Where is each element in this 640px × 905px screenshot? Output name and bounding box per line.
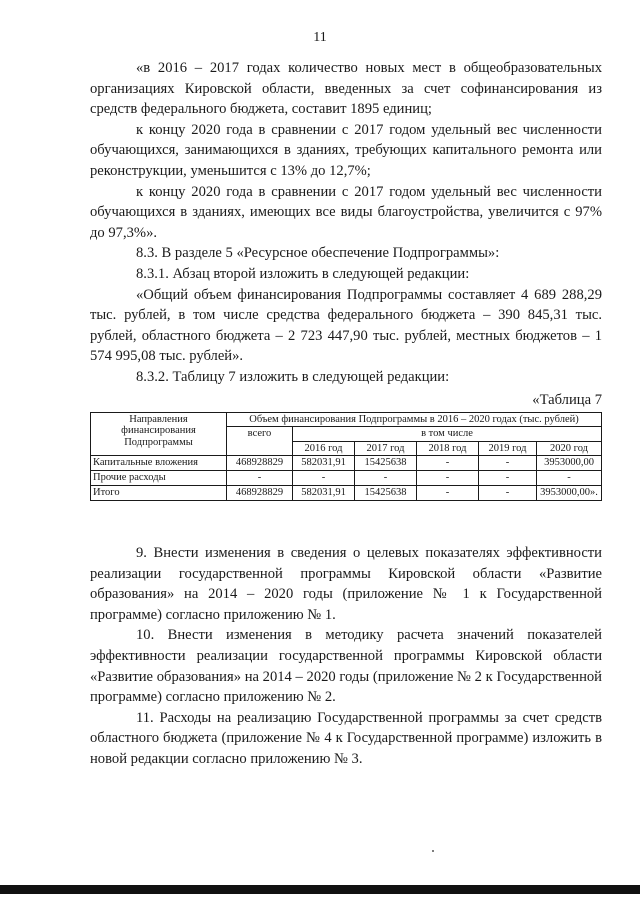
row-cell: 15425638 bbox=[355, 456, 417, 471]
row-cell: - bbox=[537, 471, 602, 486]
row-name: Прочие расходы bbox=[91, 471, 227, 486]
row-cell: 582031,91 bbox=[293, 486, 355, 501]
paragraph-total-financing: «Общий объем финансирования Подпрограммы составляет 4 689 288,29 тыс. рублей, в том числе средства федерального бюджета – 390 845,31 тыс. рублей, областного бюджета – 2 723 447,90 тыс. рублей, местных бюджетов – 1 574 995,08 тыс. рублей». bbox=[90, 286, 602, 365]
paragraph-item-10: 10. Внести изменения в методику расчета значений показателей эффективности реализации государственной программы Кировской области «Развитие образования» на 2014 – 2020 годы (приложение № 2 к Государственной программе) согласно приложению № 2. bbox=[90, 627, 602, 706]
paragraph-section-8-3-1: 8.3.1. Абзац второй изложить в следующей редакции: bbox=[136, 265, 470, 282]
financing-table bbox=[90, 412, 602, 502]
header-year-2016: 2016 год bbox=[293, 441, 355, 456]
row-total: 468928829 bbox=[227, 486, 293, 501]
table-row bbox=[91, 471, 602, 486]
row-total: 468928829 bbox=[227, 456, 293, 471]
paragraph-item-11: 11. Расходы на реализацию Государственной программы за счет средств областного бюджета (приложение № 4 к Государственной программе) изложить в новой редакции согласно приложению № 3. bbox=[90, 709, 602, 767]
document-body bbox=[90, 58, 602, 770]
paragraph-amenities: к концу 2020 года в сравнении с 2017 годом удельный вес численности обучающихся в зданиях, имеющих все виды благоустройства, увеличится с 97% до 97,3%». bbox=[90, 183, 602, 241]
row-name: Итого bbox=[91, 486, 227, 501]
header-year-2018: 2018 год bbox=[417, 441, 479, 456]
header-year-2017: 2017 год bbox=[355, 441, 417, 456]
table-row bbox=[91, 456, 602, 471]
paragraph-capital-repair: к концу 2020 года в сравнении с 2017 годом удельный вес численности обучающихся, занимающихся в зданиях, требующих капитального ремонта или реконструкции, уменьшится с 13% до 12,7%; bbox=[90, 121, 602, 179]
row-name: Капитальные вложения bbox=[91, 456, 227, 471]
header-including: в том числе bbox=[293, 427, 602, 442]
row-cell: - bbox=[479, 486, 537, 501]
table-caption: «Таблица 7 bbox=[532, 391, 602, 408]
row-cell: 3953000,00 bbox=[537, 456, 602, 471]
row-total: - bbox=[227, 471, 293, 486]
row-cell: - bbox=[417, 456, 479, 471]
table-row bbox=[91, 486, 602, 501]
row-cell: - bbox=[417, 486, 479, 501]
header-volume: Объем финансирования Подпрограммы в 2016 – 2020 годах (тыс. рублей) bbox=[227, 412, 602, 427]
row-cell: - bbox=[479, 456, 537, 471]
row-cell: 582031,91 bbox=[293, 456, 355, 471]
scan-edge-bar bbox=[0, 885, 640, 894]
header-directions: Направления финансирования Подпрограммы bbox=[91, 412, 227, 456]
page-number: 11 bbox=[313, 30, 327, 45]
paragraph-section-8-3: 8.3. В разделе 5 «Ресурсное обеспечение Подпрограммы»: bbox=[136, 245, 500, 262]
header-year-2019: 2019 год bbox=[479, 441, 537, 456]
row-cell: - bbox=[417, 471, 479, 486]
row-cell: 3953000,00». bbox=[537, 486, 602, 501]
row-cell: - bbox=[479, 471, 537, 486]
row-cell: 15425638 bbox=[355, 486, 417, 501]
scan-speck bbox=[432, 850, 434, 852]
row-cell: - bbox=[293, 471, 355, 486]
row-cell: - bbox=[355, 471, 417, 486]
paragraph-new-places: «в 2016 – 2017 годах количество новых мест в общеобразовательных организациях Кировской области, введенных за счет софинансирования из средств федерального бюджета, составит 1895 единиц; bbox=[90, 60, 602, 118]
paragraph-item-9: 9. Внести изменения в сведения о целевых показателях эффективности реализации государственной программы Кировской области «Развитие образования» на 2014 – 2020 годы (приложение № 1 к Государственной программе) согласно приложению № 1. bbox=[90, 545, 602, 623]
paragraph-section-8-3-2: 8.3.2. Таблицу 7 изложить в следующей редакции: bbox=[136, 368, 450, 385]
header-total: всего bbox=[227, 427, 293, 456]
header-year-2020: 2020 год bbox=[537, 441, 602, 456]
